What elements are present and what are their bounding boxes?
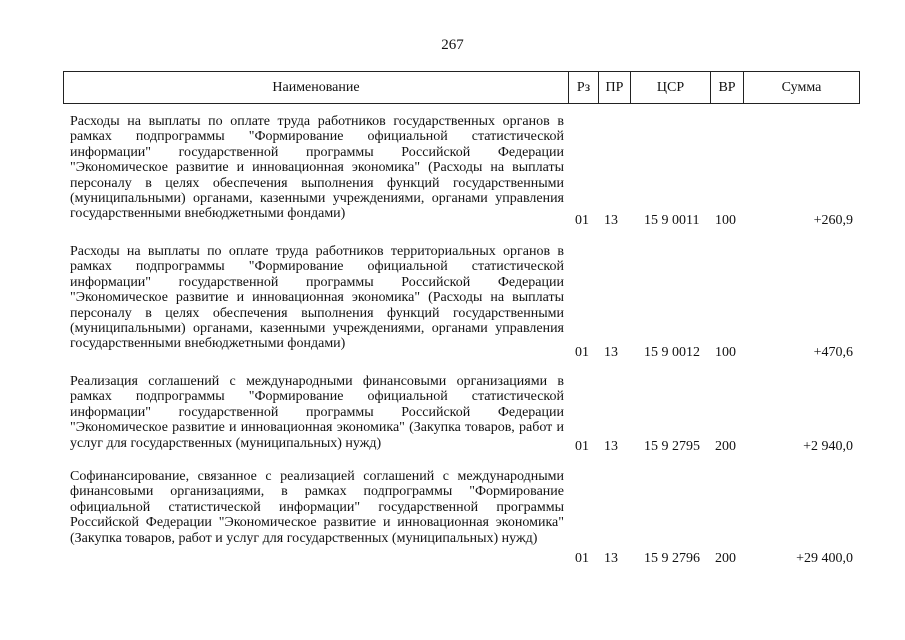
row-sum: +2 940,0	[803, 438, 853, 454]
row-vr: 100	[715, 344, 736, 360]
row-rz: 01	[575, 438, 589, 454]
row-name: Расходы на выплаты по оплате труда работников территориальных органов в рамках подпрограммы "Формирование официальной статистической информации" государственной программы Российской Федерации "Экономическое развитие и инновационная экономика" (Расходы на выплаты персоналу в целях обеспечения выполнения функций государственными (муниципальными) органами, казенными учреждениями, органами управления государственными внебюджетными фондами)	[70, 244, 564, 352]
table-row	[0, 374, 905, 454]
row-rz: 01	[575, 212, 589, 228]
row-vr: 200	[715, 550, 736, 566]
row-sum: +29 400,0	[796, 550, 853, 566]
row-pr: 13	[604, 212, 618, 228]
table-row	[0, 469, 905, 566]
header-vr: ВР	[710, 72, 743, 103]
row-vr: 100	[715, 212, 736, 228]
row-csr: 15 9 0012	[644, 344, 700, 360]
table-row	[0, 244, 905, 360]
header-rz: Рз	[568, 72, 598, 103]
row-pr: 13	[604, 550, 618, 566]
row-csr: 15 9 2796	[644, 550, 700, 566]
row-name: Реализация соглашений с международными финансовыми организациями в рамках подпрограммы "Формирование официальной статистической информации" государственной программы Российской Федерации "Экономическое развитие и инновационная экономика" (Закупка товаров, работ и услуг для государственных (муниципальных) нужд)	[70, 374, 564, 451]
row-name: Софинансирование, связанное с реализацией соглашений с международными финансовыми организациями, в рамках подпрограммы "Формирование официальной статистической информации" государственной программы Российской Федерации "Экономическое развитие и инновационная экономика" (Закупка товаров, работ и услуг для государственных (муниципальных) нужд)	[70, 469, 564, 546]
table-header	[63, 71, 860, 104]
table-row	[0, 114, 905, 228]
header-sum: Сумма	[743, 72, 859, 103]
row-csr: 15 9 2795	[644, 438, 700, 454]
row-rz: 01	[575, 550, 589, 566]
row-name: Расходы на выплаты по оплате труда работников государственных органов в рамках подпрограммы "Формирование официальной статистической информации" государственной программы Российской Федерации "Экономическое развитие и инновационная экономика" (Расходы на выплаты персоналу в целях обеспечения выполнения функций государственными (муниципальными) органами, казенными учреждениями, органами управления государственными внебюджетными фондами)	[70, 114, 564, 222]
row-pr: 13	[604, 438, 618, 454]
row-sum: +260,9	[813, 212, 853, 228]
row-csr: 15 9 0011	[644, 212, 700, 228]
page-number: 267	[441, 37, 464, 53]
row-rz: 01	[575, 344, 589, 360]
header-pr: ПР	[598, 72, 630, 103]
row-sum: +470,6	[813, 344, 853, 360]
header-csr: ЦСР	[630, 72, 710, 103]
row-vr: 200	[715, 438, 736, 454]
header-name: Наименование	[272, 80, 360, 95]
row-pr: 13	[604, 344, 618, 360]
